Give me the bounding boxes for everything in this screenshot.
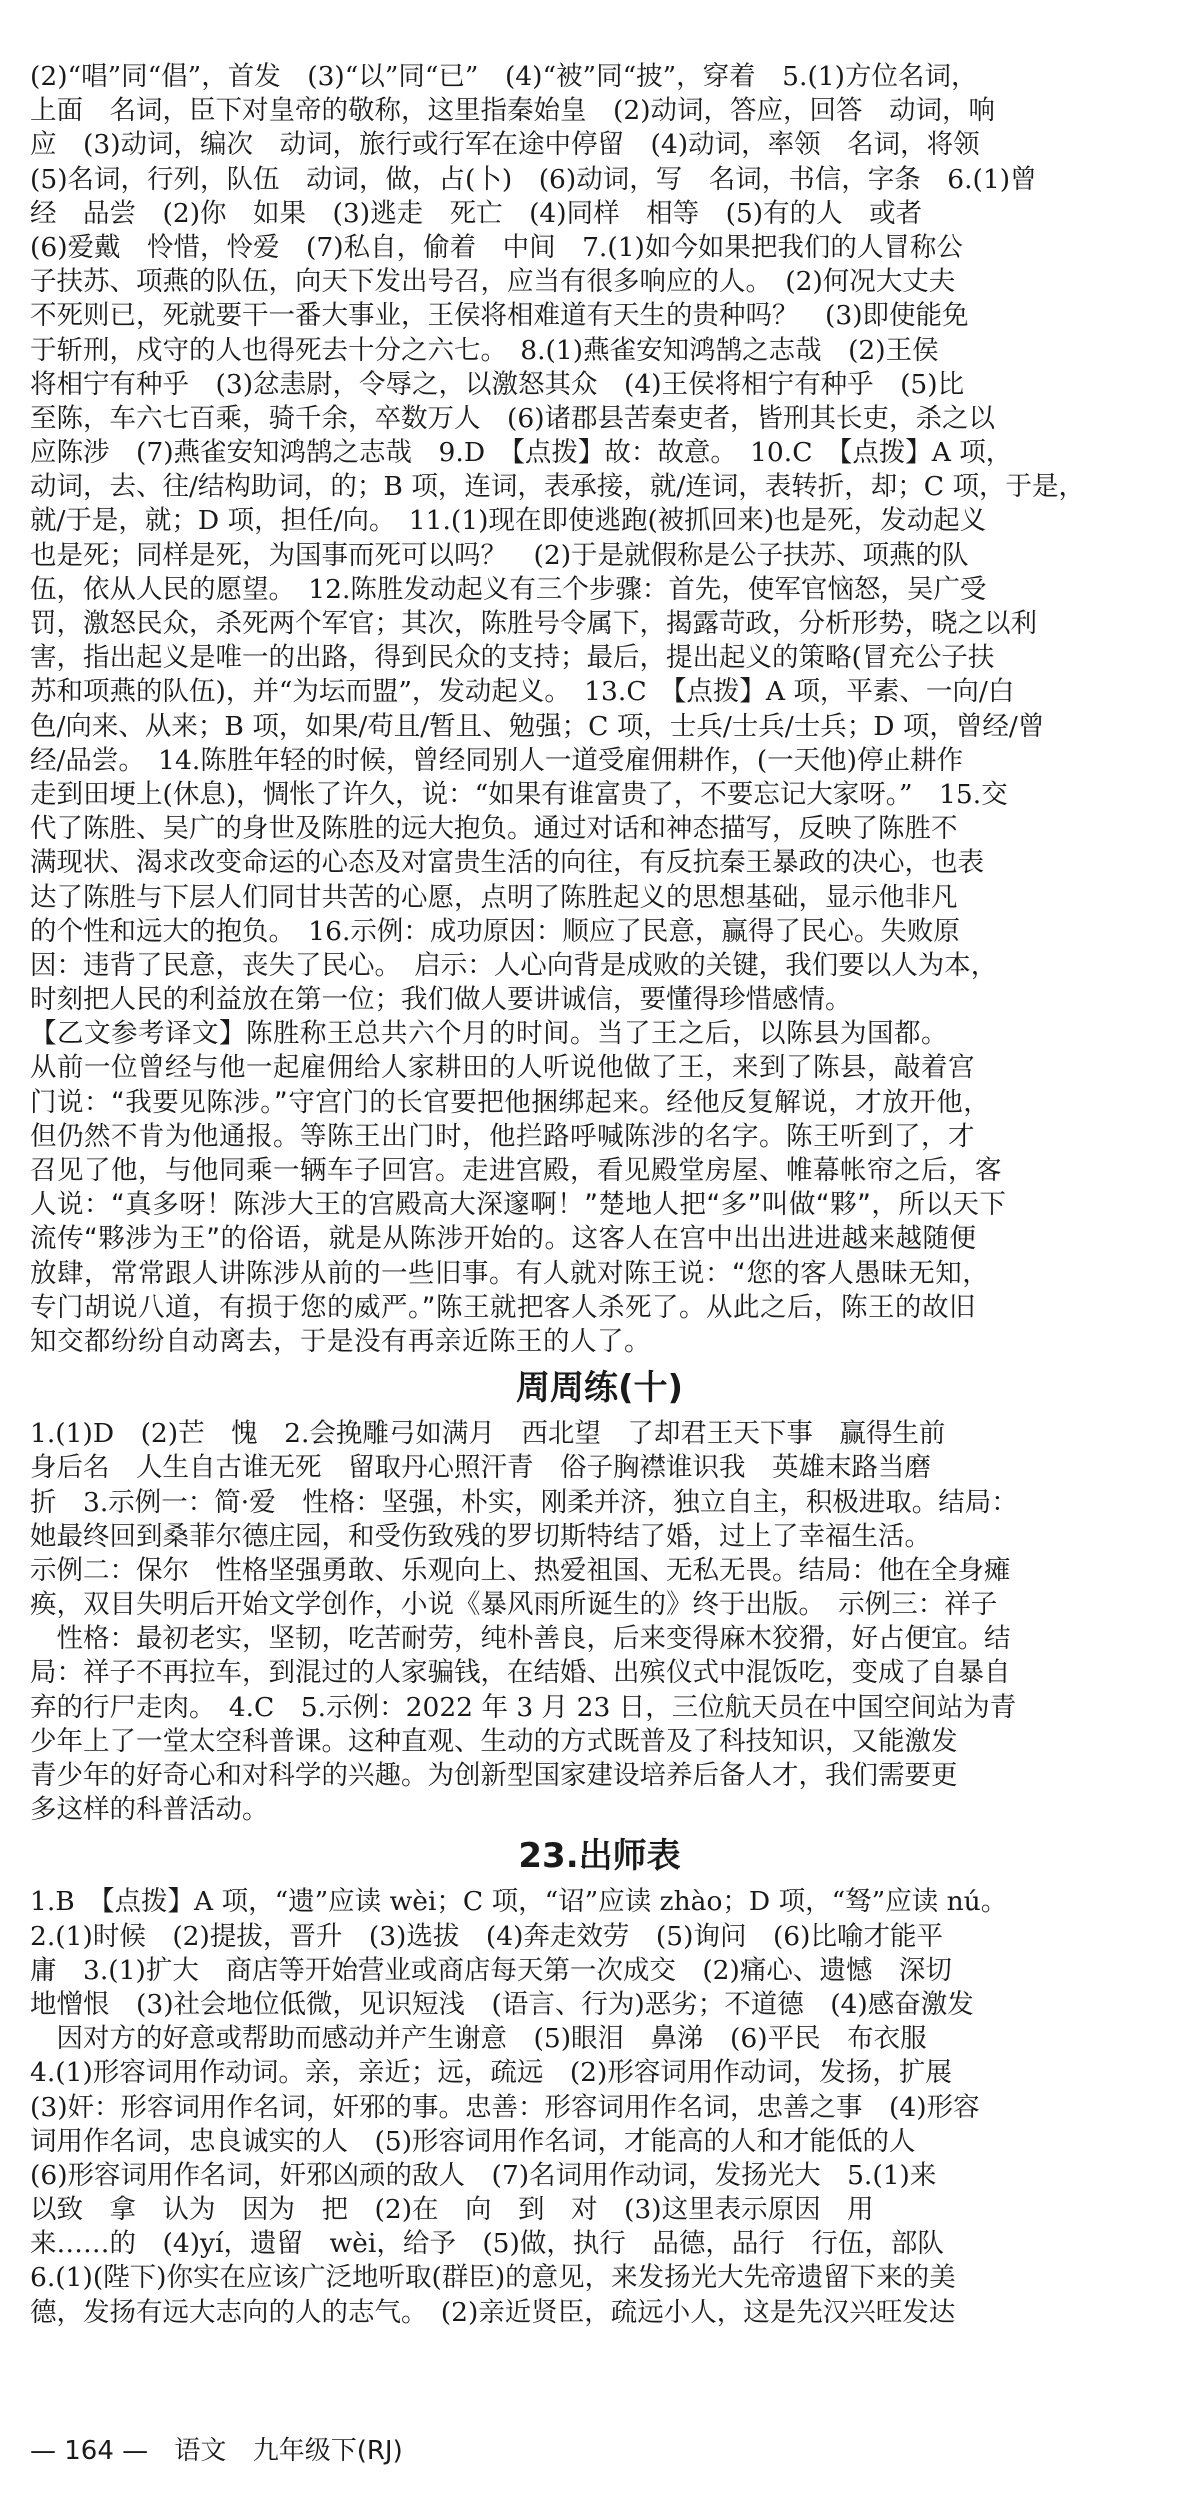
text-line: 但仍然不肯为他通报。等陈王出门时，他拦路呼喊陈涉的名字。陈王听到了，才 bbox=[30, 1120, 975, 1152]
text-line: 放肆，常常跟人讲陈涉从前的一些旧事。有人就对陈王说：“您的客人愚昧无知， bbox=[30, 1257, 990, 1289]
page-number: — 164 — bbox=[30, 2436, 149, 2466]
text-line: 也是死；同样是死，为国事而死可以吗？ (2)于是就假称是公子扶苏、项燕的队 bbox=[30, 539, 969, 571]
section-title-chushibiao: 23.出师表 bbox=[518, 1836, 681, 1877]
text-line: 时刻把人民的利益放在第一位；我们做人要讲诚信，要懂得珍惜感情。 bbox=[30, 984, 852, 1016]
text-line: 将相宁有种乎 (3)忿恚尉，令辱之，以激怒其众 (4)王侯将相宁有种乎 (5)比 bbox=[30, 368, 965, 400]
text-line: 青少年的好奇心和对科学的兴趣。为创新型国家建设培养后备人才，我们需要更 bbox=[30, 1760, 958, 1791]
text-line: 经 品尝 (2)你 如果 (3)逃走 死亡 (4)同样 相等 (5)有的人 或者 bbox=[30, 197, 923, 229]
text-line: 专门胡说八道，有损于您的威严。”陈王就把客人杀死了。从此之后，陈王的故旧 bbox=[30, 1291, 976, 1323]
text-line: 不死则已，死就要干一番大事业，王侯将相难道有天生的贵种吗？ (3)即使能免 bbox=[30, 300, 969, 332]
text-line: 伍，依从人民的愿望。 12.陈胜发动起义有三个步骤：首先，使军官恼怒，吴广受 bbox=[30, 573, 987, 605]
text-line: 至陈，车六七百乘，骑千余，卒数万人 (6)诸郡县苦秦吏者，皆刑其长吏，杀之以 bbox=[30, 402, 996, 434]
text-line: 上面 名词，臣下对皇帝的敬称，这里指秦始皇 (2)动词，答应，回答 动词，响 bbox=[30, 95, 996, 127]
text-line: 应陈涉 (7)燕雀安知鸿鹄之志哉 9.D 【点拨】故：故意。 10.C 【点拨】A 项， bbox=[30, 437, 1013, 469]
text-line: 因：违背了民意，丧失了民心。 启示：人心向背是成败的关键，我们要以人为本， bbox=[30, 949, 998, 981]
text-line: 经/品尝。 14.陈胜年轻的时候，曾经同别人一道受雇佣耕作，(一天他)停止耕作 bbox=[30, 744, 963, 776]
text-line: (6)爱戴 怜惜，怜爱 (7)私自，偷着 中间 7.(1)如今如果把我们的人冒称公 bbox=[30, 231, 963, 263]
chushibiao-answers bbox=[30, 1885, 1169, 2329]
text-line: (2)“唱”同“倡”，首发 (3)“以”同“已” (4)“被”同“披”，穿着 5.(1)方位名词， bbox=[30, 61, 978, 92]
text-line: 性格：最初老实，坚韧，吃苦耐劳，纯朴善良，后来变得麻木狡猾，好占便宜。结 bbox=[30, 1623, 1011, 1655]
grade-label: 九年级下(RJ) bbox=[252, 2436, 403, 2466]
section-title-weekly-practice: 周周练(十) bbox=[515, 1368, 684, 1409]
text-line: 少年上了一堂太空科普课。这种直观、生动的方式既普及了科技知识，又能激发 bbox=[30, 1725, 958, 1757]
text-line: 1.B 【点拨】A 项，“遗”应读 wèi；C 项，“诏”应读 zhào；D 项，“驽”应读 nú。 bbox=[30, 1886, 1008, 1918]
answer-text-block bbox=[30, 60, 1169, 1017]
text-line: 折 3.示例一：简·爱 性格：坚强，朴实，刚柔并济，独立自主，积极进取。结局： bbox=[30, 1486, 1018, 1518]
text-line: 4.(1)形容词用作动词。亲，亲近；远，疏远 (2)形容词用作动词，发扬，扩展 bbox=[30, 2057, 952, 2089]
text-line: 召见了他，与他同乘一辆车子回宫。走进宫殿，看见殿堂房屋、帷幕帐帘之后，客 bbox=[30, 1155, 1002, 1186]
text-line: 应 (3)动词，编次 动词，旅行或行军在途中停留 (4)动词，率领 名词，将领 bbox=[30, 129, 980, 161]
text-line: 人说：“真多呀！陈涉大王的宫殿高大深邃啊！”楚地人把“多”叫做“夥”，所以天下 bbox=[30, 1189, 1007, 1221]
text-line: 从前一位曾经与他一起雇佣给人家耕田的人听说他做了王，来到了陈县，敲着宫 bbox=[30, 1052, 975, 1084]
text-line: 于斩刑，戍守的人也得死去十分之六七。 8.(1)燕雀安知鸿鹄之志哉 (2)王侯 bbox=[30, 334, 939, 366]
text-line: 德，发扬有远大志向的人的志气。 (2)亲近贤臣，疏远小人，这是先汉兴旺发达 bbox=[30, 2296, 956, 2328]
page-footer bbox=[30, 2430, 421, 2467]
text-line: 来……的 (4)yí，遗留 wèi，给予 (5)做，执行 品德，品行 行伍，部队 bbox=[30, 2228, 944, 2260]
text-line: (5)名词，行列，队伍 动词，做，占(卜) (6)动词，写 名词，书信，字条 6.(1)曾 bbox=[30, 163, 1037, 195]
weekly-practice-answers bbox=[30, 1417, 1169, 1827]
text-line: 苏和项燕的队伍)，并“为坛而盟”，发动起义。 13.C 【点拨】A 项，平素、一向/白 bbox=[30, 676, 1015, 708]
text-line: 局：祥子不再拉车，到混过的人家骗钱，在结婚、出殡仪式中混饭吃，变成了自暴自 bbox=[30, 1657, 1011, 1689]
text-line: 动词，去、往/结构助词，的；B 项，连词，表承接，就/连词，表转折，却；C 项，于是， bbox=[30, 471, 1085, 503]
text-line: 1.(1)D (2)芒 愧 2.会挽雕弓如满月 西北望 了却君王天下事 赢得生前 bbox=[30, 1418, 946, 1450]
text-line: 多这样的科普活动。 bbox=[30, 1794, 269, 1826]
translation-block bbox=[30, 1017, 1169, 1359]
text-line: 因对方的好意或帮助而感动并产生谢意 (5)眼泪 鼻涕 (6)平民 布衣服 bbox=[30, 2023, 927, 2055]
text-line: 满现状、渴求改变命运的心态及对富贵生活的向往，有反抗秦王暴政的决心，也表 bbox=[30, 847, 984, 879]
text-line: 达了陈胜与下层人们同甘共苦的心愿，点明了陈胜起义的思想基础，显示他非凡 bbox=[30, 881, 958, 913]
text-line: 流传“夥涉为王”的俗语，就是从陈涉开始的。这客人在宫中出出进进越来越随便 bbox=[30, 1223, 977, 1255]
text-line: 色/向来、从来；B 项，如果/苟且/暂且、勉强；C 项，士兵/士兵/士兵；D 项，曾经/曾 bbox=[30, 710, 1045, 742]
text-line: 示例二：保尔 性格坚强勇敢、乐观向上、热爱祖国、无私无畏。结局：他在全身瘫 bbox=[30, 1554, 1011, 1586]
text-line: (3)奸：形容词用作名词，奸邪的事。忠善：形容词用作名词，忠善之事 (4)形容 bbox=[30, 2091, 980, 2123]
text-line: 罚，激怒民众，杀死两个军官；其次，陈胜号令属下，揭露苛政，分析形势，晓之以利 bbox=[30, 608, 1037, 639]
text-line: 庸 3.(1)扩大 商店等开始营业或商店每天第一次成交 (2)痛心、遗憾 深切 bbox=[30, 1954, 952, 1986]
text-line: 地憎恨 (3)社会地位低微，见识短浅 (语言、行为)恶劣；不道德 (4)感奋激发 bbox=[30, 1988, 974, 2020]
text-line: 弃的行尸走肉。 4.C 5.示例：2022 年 3 月 23 日，三位航天员在中国空间站为青 bbox=[30, 1691, 1017, 1723]
text-line: 6.(1)(陛下)你实在应该广泛地听取(群臣)的意见，来发扬光大先帝遗留下来的美 bbox=[30, 2262, 956, 2294]
text-line: 门说：“我要见陈涉。”守宫门的长官要把他捆绑起来。经他反复解说，才放开他， bbox=[30, 1086, 991, 1118]
text-line: 的个性和远大的抱负。 16.示例：成功原因：顺应了民意，赢得了民心。失败原 bbox=[30, 915, 960, 947]
text-line: 害，指出起义是唯一的出路，得到民众的支持；最后，提出起义的策略(冒充公子扶 bbox=[30, 642, 995, 674]
text-line: 子扶苏、项燕的队伍，向天下发出号召，应当有很多响应的人。 (2)何况大丈夫 bbox=[30, 266, 956, 298]
text-line: 词用作名词，忠良诚实的人 (5)形容词用作名词，才能高的人和才能低的人 bbox=[30, 2125, 916, 2157]
text-line: 以致 拿 认为 因为 把 (2)在 向 到 对 (3)这里表示原因 用 bbox=[30, 2194, 874, 2226]
text-line: (6)形容词用作名词，奸邪凶顽的敌人 (7)名词用作动词，发扬光大 5.(1)来 bbox=[30, 2159, 937, 2191]
text-line: 她最终回到桑菲尔德庄园，和受伤致残的罗切斯特结了婚，过上了幸福生活。 bbox=[30, 1520, 931, 1552]
text-line: 知交都纷纷自动离去，于是没有再亲近陈王的人了。 bbox=[30, 1325, 651, 1357]
text-line: 痪，双目失明后开始文学创作，小说《暴风雨所诞生的》终于出版。 示例三：祥子 bbox=[30, 1589, 998, 1621]
text-line: 【乙文参考译文】陈胜称王总共六个月的时间。当了王之后，以陈县为国都。 bbox=[30, 1018, 948, 1050]
text-line: 代了陈胜、吴广的身世及陈胜的远大抱负。通过对话和神态描写，反映了陈胜不 bbox=[30, 813, 958, 845]
text-line: 就/于是，就；D 项，担任/向。 11.(1)现在即使逃跑(被抓回来)也是死，发动起义 bbox=[30, 505, 987, 537]
text-line: 身后名 人生自古谁无死 留取丹心照汗青 俗子胸襟谁识我 英雄末路当磨 bbox=[30, 1452, 931, 1484]
text-line: 走到田埂上(休息)，惆怅了许久，说：“如果有谁富贵了，不要忘记大家呀。” 15.交 bbox=[30, 778, 1008, 810]
subject-label: 语文 bbox=[174, 2436, 227, 2466]
text-line: 2.(1)时候 (2)提拔，晋升 (3)选拔 (4)奔走效劳 (5)询问 (6)比喻才能平 bbox=[30, 1920, 944, 1952]
